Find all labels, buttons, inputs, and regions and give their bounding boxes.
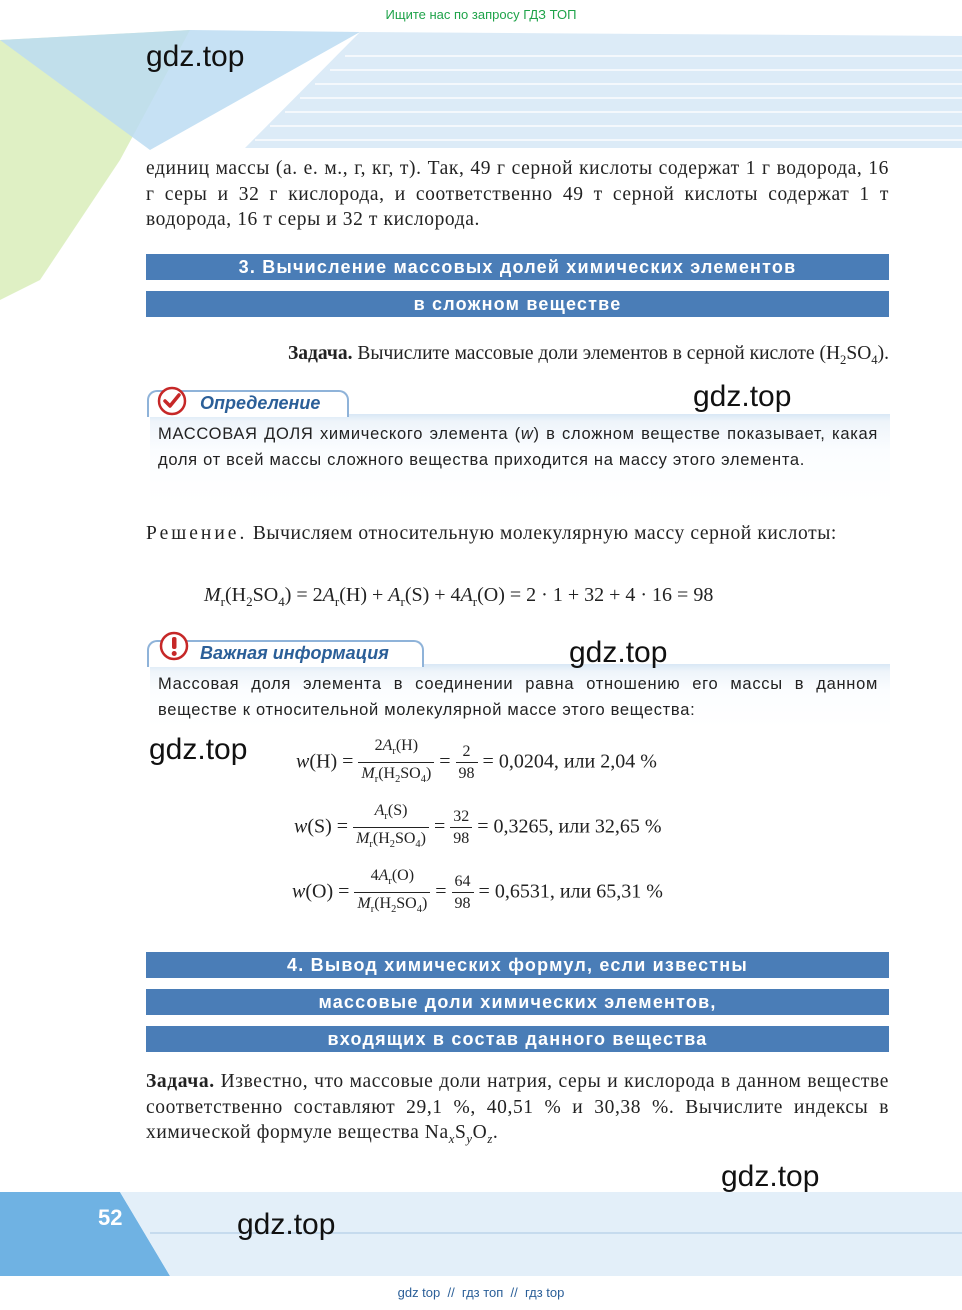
solution-label: Решение. <box>146 523 248 544</box>
task2-paragraph: Задача. Известно, что массовые доли натрия, серы и кислорода в данном веществе соответственно составляют 29,1 %, 40,51 % и 30,38 %. Вычислите индексы в химической формуле вещества $Na_xS_yO_z$. <box>146 1071 889 1146</box>
definition-title: Определение <box>200 393 321 413</box>
task2-label: Задача. <box>146 1071 215 1092</box>
section4-heading-line1: 4. Вывод химических формул, если известны <box>146 952 889 978</box>
task1 <box>146 341 889 373</box>
fraction-row-h: w(H) = $\frac{2A_r(H)}{M_r(H_2SO_4)}$ = $\frac{2}{98}$ = 0,0204, или 2,04 % <box>296 737 657 786</box>
watermark: gdz.top <box>237 1208 336 1241</box>
important-title: Важная информация <box>200 643 389 663</box>
molar-mass-equation: $M_r(H_2SO_4) = 2A_r(H) + A_r(S) + 4A_r(O) = 2 \cdot 1 + 32 + 4 \cdot 16 = 98$ <box>204 584 714 609</box>
definition-text: МАССОВАЯ ДОЛЯ химического элемента (w) в сложном веществе показывает, какая доля от всей массы сложного вещества приходится на массу этого элемента. <box>158 425 878 469</box>
task1-text: Вычислите массовые доли элементов в серной кислоте $(H_2SO_4)$. <box>357 343 889 367</box>
section4-heading-line2: массовые доли химических элементов, <box>146 989 889 1015</box>
checkmark-icon <box>156 385 188 417</box>
exclamation-icon <box>158 630 190 662</box>
section3-heading-line1: 3. Вычисление массовых долей химических элементов <box>146 254 889 280</box>
watermark: gdz.top <box>146 40 245 73</box>
watermark: gdz.top <box>693 380 792 413</box>
page-number: 52 <box>98 1205 123 1230</box>
task1-label: Задача. <box>287 343 353 364</box>
footer-text: gdz top // гдз топ // гдз top <box>397 1285 565 1300</box>
watermark: gdz.top <box>569 636 668 669</box>
intro-paragraph: единиц массы (а. е. м., г, кг, т). Так, 49 г серной кислоты содержат 1 г водорода, 16 г серы и 32 г кислорода, и соответственно 49 т серной кислоты содержат 1 т водорода, 16 т серы и 32 т кислорода. <box>146 158 889 230</box>
section4-heading-line3: входящих в состав данного вещества <box>146 1026 889 1052</box>
watermark: gdz.top <box>149 733 248 766</box>
solution-paragraph <box>146 521 889 547</box>
fraction-row-s: w(S) = $\frac{A_r(S)}{M_r(H_2SO_4)}$ = $\frac{32}{98}$ = 0,3265, или 32,65 % <box>294 802 662 851</box>
top-note: Ищите нас по запросу ГДЗ ТОП <box>385 7 577 22</box>
section3-heading-line2: в сложном веществе <box>146 291 889 317</box>
fraction-row-o: w(O) = $\frac{4A_r(O)}{M_r(H_2SO_4)}$ = $\frac{64}{98}$ = 0,6531, или 65,31 % <box>292 867 663 916</box>
watermark: gdz.top <box>721 1160 820 1193</box>
solution-text: Вычисляем относительную молекулярную массу серной кислоты: <box>252 523 837 544</box>
important-text: Массовая доля элемента в соединении равна отношению его массы в данном веществе к относительной молекулярной массе этого вещества: <box>158 675 878 719</box>
